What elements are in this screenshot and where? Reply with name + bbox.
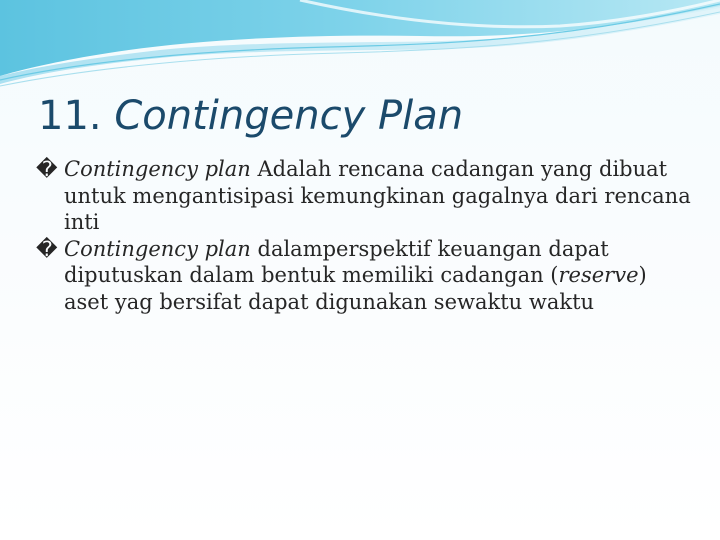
bullet-term: Contingency plan bbox=[64, 236, 251, 261]
bullet-text-after: ) aset yag bersifat dapat digunakan sewaktu waktu bbox=[64, 263, 647, 314]
bullet-text: Adalah rencana cadangan yang dibuat untuk mengantisipasi kemungkinan gagalnya dari rencana inti bbox=[64, 157, 691, 234]
bullet-paren-term: reserve bbox=[558, 263, 639, 287]
bullet-item-2 bbox=[36, 236, 696, 316]
bullet-marker-icon: � bbox=[36, 236, 58, 261]
wave-header-decoration bbox=[0, 0, 720, 90]
bullet-text-before: dalamperspektif keuangan dapat diputuskan dalam bentuk memiliki cadangan ( bbox=[64, 236, 609, 287]
bullet-term: Contingency plan bbox=[64, 157, 251, 181]
bullet-item-1 bbox=[36, 156, 696, 236]
title-text: Contingency Plan bbox=[114, 93, 464, 139]
bullet-marker-icon: � bbox=[36, 157, 58, 181]
slide-title bbox=[38, 92, 463, 140]
bullet-list bbox=[36, 156, 696, 315]
title-number: 11. bbox=[38, 93, 102, 139]
